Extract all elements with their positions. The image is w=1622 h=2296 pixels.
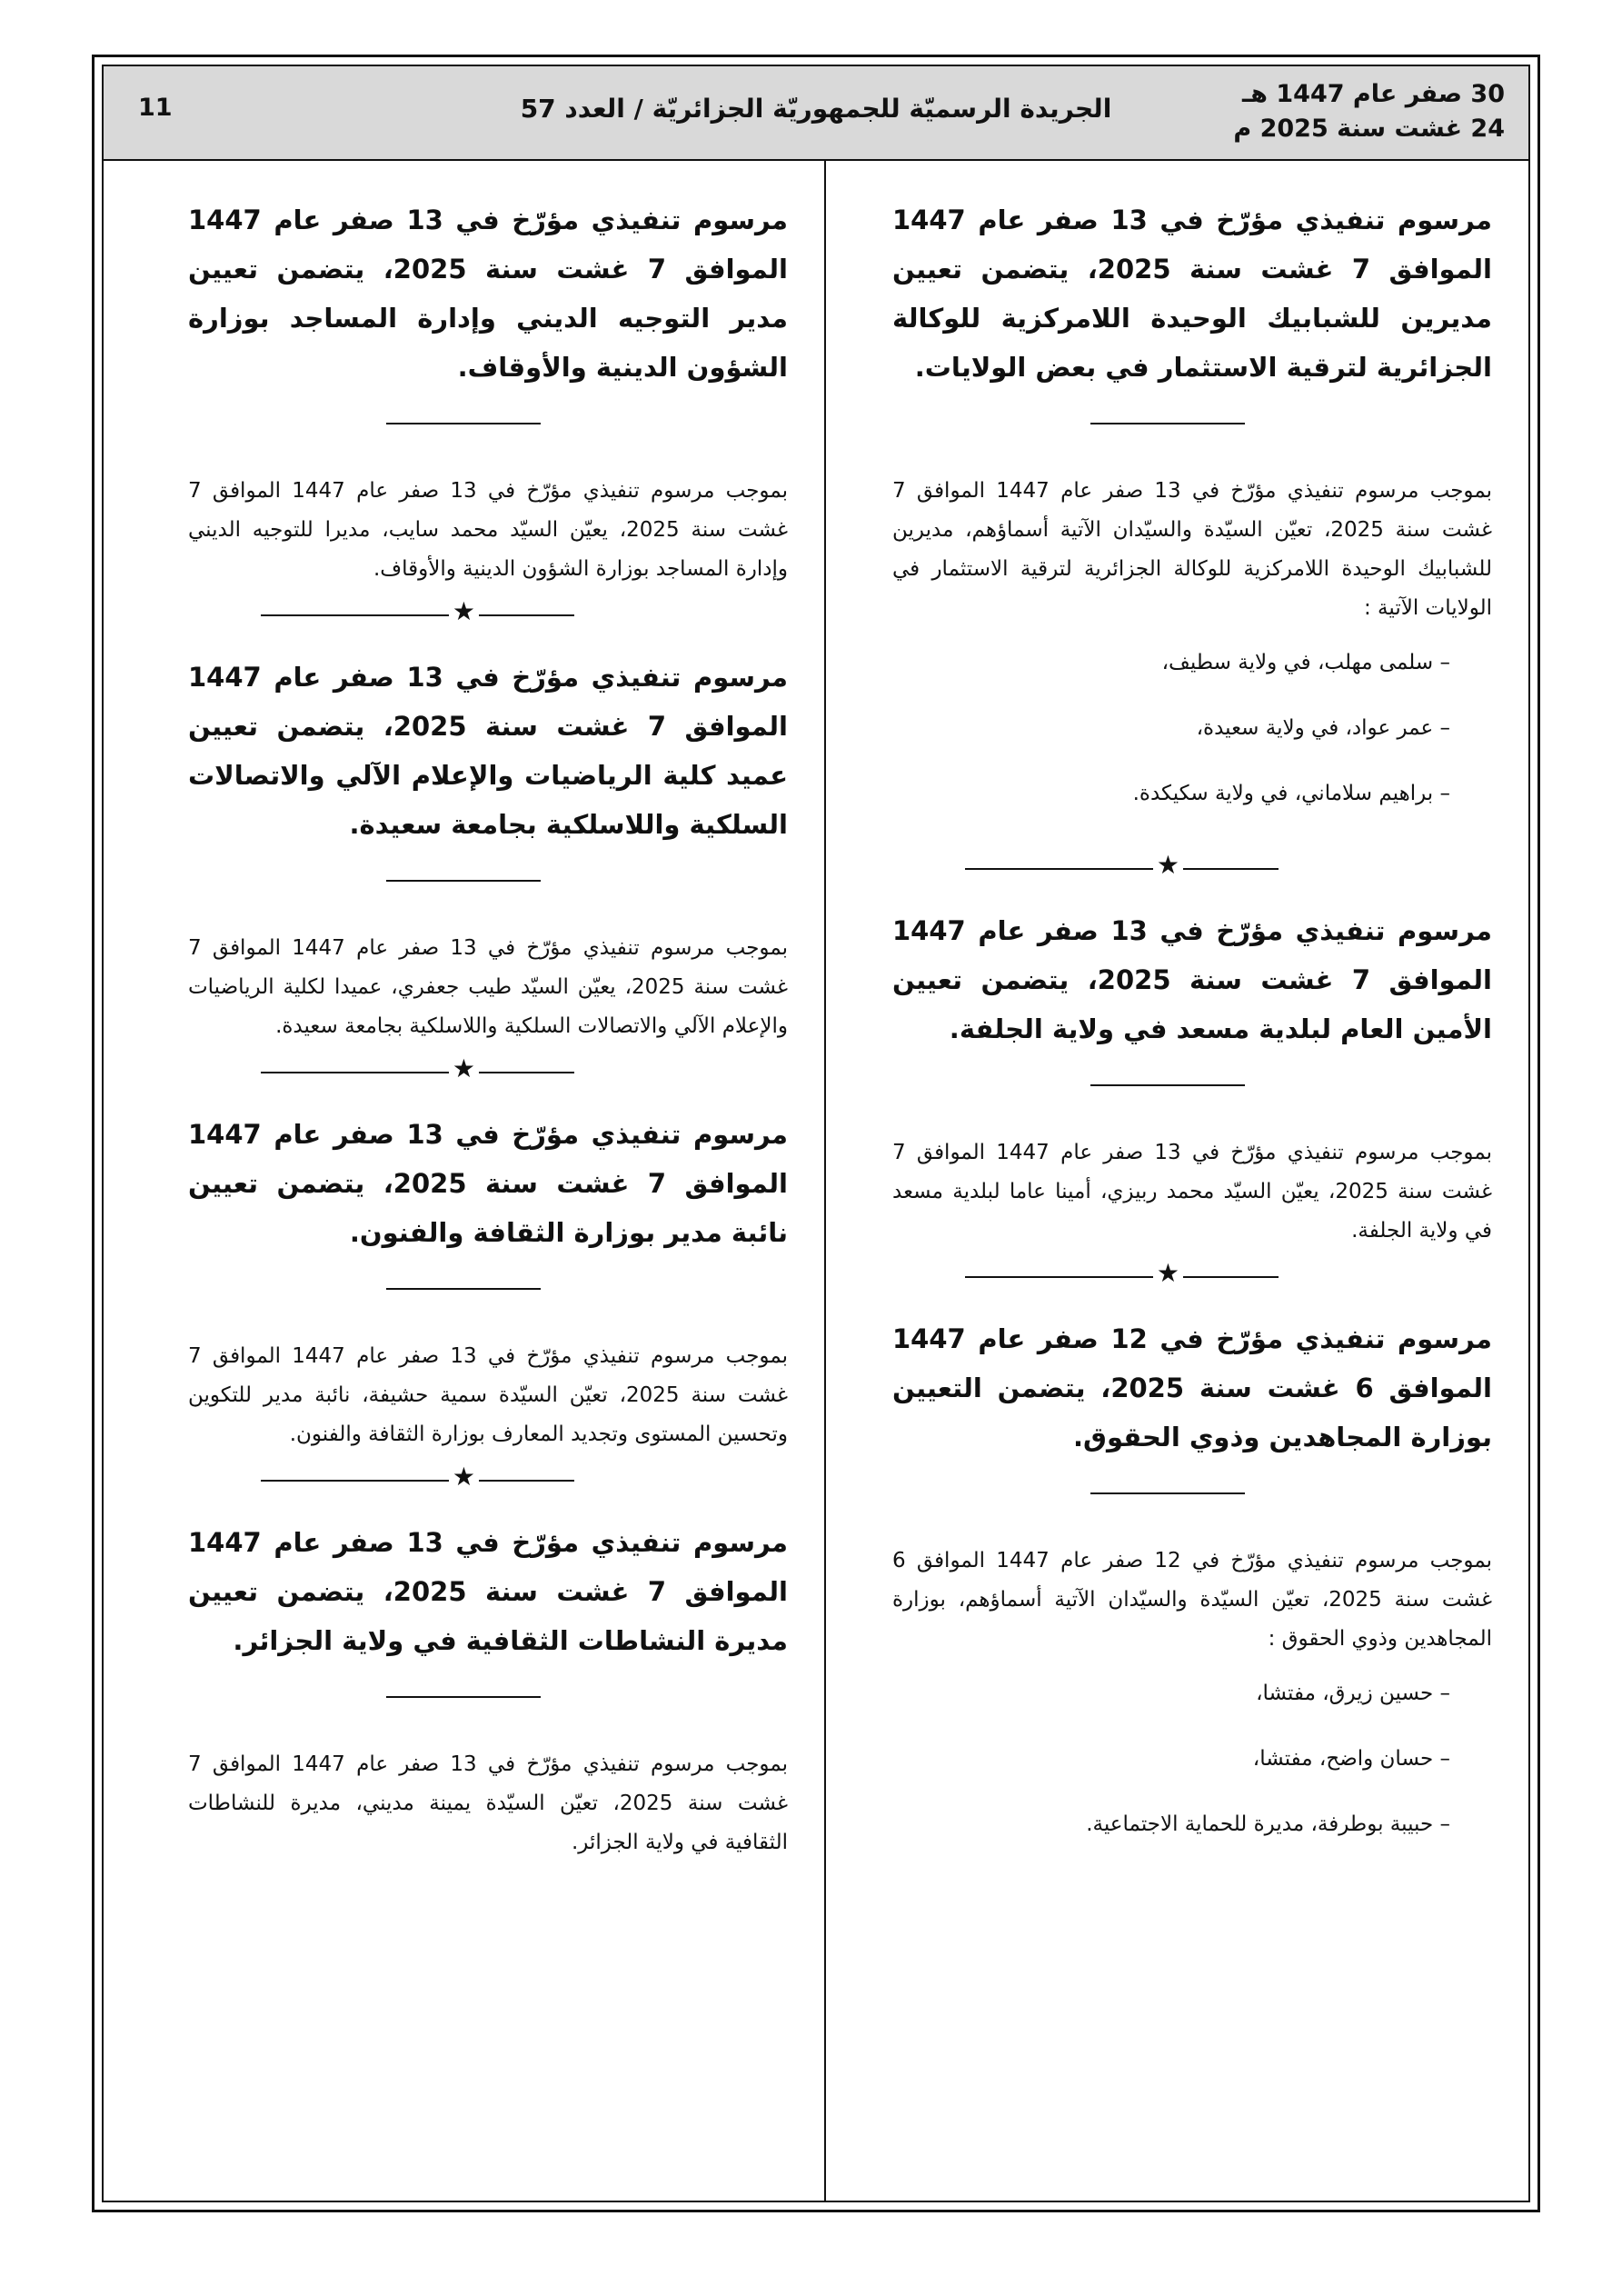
page-inner-frame <box>102 65 1530 2202</box>
list-item: – براهيم سلاماني، في ولاية سكيكدة. <box>1132 782 1450 805</box>
appointee-list <box>842 1677 1492 1841</box>
decree-cultural-activities <box>138 1518 788 1868</box>
title-divider <box>1090 423 1245 424</box>
star-separator <box>842 850 1492 883</box>
decree-regional-investment <box>842 161 1492 848</box>
star-separator <box>138 1053 788 1086</box>
gazette-header <box>104 66 1528 161</box>
header-title: الجريدة الرسميّة للجمهوريّة الجزائريّة / العدد 57 <box>520 94 1112 124</box>
decree-faculty-dean <box>138 653 788 1052</box>
decree-secretary-general <box>842 906 1492 1256</box>
decree-mujahideen <box>842 1314 1492 1879</box>
decree-title: مرسوم تنفيذي مؤرّخ في 13 صفر عام 1447 الموافق 7 غشت سنة 2025، يتضمن تعيين الأمين العام لبلدية مسعد في ولاية الجلفة. <box>892 915 1492 1044</box>
decree-body: بموجب مرسوم تنفيذي مؤرّخ في 13 صفر عام 1447 الموافق 7 غشت سنة 2025، يعيّن السيّد محمد ربيزي، أمينا عاما لبلدية مسعد في ولاية الجلفة. <box>892 1141 1493 1243</box>
decree-culture-deputy <box>138 1110 788 1460</box>
title-divider <box>386 1696 541 1698</box>
header-date-hijri: 30 صفر عام 1447 هـ <box>1242 80 1505 108</box>
title-divider <box>386 880 541 882</box>
decree-body: بموجب مرسوم تنفيذي مؤرّخ في 13 صفر عام 1447 الموافق 7 غشت سنة 2025، تعيّن السيّدة سمية حشيفة، نائبة مدير للتكوين وتحسين المستوى وتجديد المعارف بوزارة الثقافة والفنون. <box>188 1344 789 1446</box>
decree-title: مرسوم تنفيذي مؤرّخ في 13 صفر عام 1447 الموافق 7 غشت سنة 2025، يتضمن تعيين عميد كلية الرياضيات والإعلام الآلي والاتصالات السلكية واللاسلكية بجامعة سعيدة. <box>188 662 788 840</box>
list-item: – حسين زيرق، مفتشا، <box>1256 1682 1450 1705</box>
list-item: – سلمى مهلب، في ولاية سطيف، <box>1161 651 1450 674</box>
decree-body: بموجب مرسوم تنفيذي مؤرّخ في 13 صفر عام 1447 الموافق 7 غشت سنة 2025، تعيّن السيّدة والسيّدان الآتية أسماؤهم، مديرين للشبابيك الوحيدة اللامركزية للوكالة الجزائرية لترقية الاستثمار في الولايات الآتية : <box>892 479 1493 620</box>
decree-title: مرسوم تنفيذي مؤرّخ في 12 صفر عام 1447 الموافق 6 غشت سنة 2025، يتضمن التعيين بوزارة المجاهدين وذوي الحقوق. <box>892 1323 1492 1452</box>
appointee-list <box>842 646 1492 810</box>
star-icon: ★ <box>1153 852 1183 879</box>
decree-body: بموجب مرسوم تنفيذي مؤرّخ في 13 صفر عام 1447 الموافق 7 غشت سنة 2025، يعيّن السيّد طيب جعفري، عميدا لكلية الرياضيات والإعلام الآلي والاتصالات السلكية واللاسلكية بجامعة سعيدة. <box>188 936 789 1038</box>
decree-body: بموجب مرسوم تنفيذي مؤرّخ في 13 صفر عام 1447 الموافق 7 غشت سنة 2025، تعيّن السيّدة يمينة مديني، مديرة للنشاطات الثقافية في ولاية الجزائر. <box>188 1752 789 1854</box>
title-divider <box>1090 1084 1245 1086</box>
star-icon: ★ <box>449 1055 479 1083</box>
decree-body: بموجب مرسوم تنفيذي مؤرّخ في 12 صفر عام 1447 الموافق 6 غشت سنة 2025، تعيّن السيّدة والسيّدان الآتية أسماؤهم، بوزارة المجاهدين وذوي الحقوق : <box>892 1549 1493 1651</box>
page-number: 11 <box>138 94 173 122</box>
star-separator <box>138 1462 788 1494</box>
star-separator <box>842 1258 1492 1291</box>
list-item: – حسان واضح، مفتشا، <box>1252 1747 1450 1771</box>
title-divider <box>386 1288 541 1290</box>
header-date-gregorian: 24 غشت سنة 2025 م <box>1233 115 1505 143</box>
decree-body: بموجب مرسوم تنفيذي مؤرّخ في 13 صفر عام 1447 الموافق 7 غشت سنة 2025، يعيّن السيّد محمد سايب، مديرا للتوجيه الديني وإدارة المساجد بوزارة الشؤون الدينية والأوقاف. <box>188 479 789 581</box>
star-separator <box>138 596 788 629</box>
star-icon: ★ <box>1153 1260 1183 1287</box>
list-item: – عمر عواد، في ولاية سعيدة، <box>1196 716 1450 740</box>
decree-title: مرسوم تنفيذي مؤرّخ في 13 صفر عام 1447 الموافق 7 غشت سنة 2025، يتضمن تعيين مدير التوجيه الديني وإدارة المساجد بوزارة الشؤون الدينية والأوقاف. <box>188 205 788 383</box>
list-item: – حبيبة بوطرفة، مديرة للحماية الاجتماعية. <box>1086 1812 1450 1836</box>
page-frame <box>92 55 1540 2212</box>
title-divider <box>1090 1492 1245 1494</box>
column-divider <box>824 161 826 2201</box>
star-icon: ★ <box>449 1463 479 1491</box>
decree-title: مرسوم تنفيذي مؤرّخ في 13 صفر عام 1447 الموافق 7 غشت سنة 2025، يتضمن تعيين نائبة مدير بوزارة الثقافة والفنون. <box>188 1119 788 1248</box>
decree-title: مرسوم تنفيذي مؤرّخ في 13 صفر عام 1447 الموافق 7 غشت سنة 2025، يتضمن تعيين مديرين للشبابيك الوحيدة اللامركزية للوكالة الجزائرية لترقية الاستثمار في بعض الولايات. <box>892 205 1492 383</box>
title-divider <box>386 423 541 424</box>
right-column <box>842 161 1492 1879</box>
star-icon: ★ <box>449 598 479 625</box>
decree-religious-guidance <box>138 161 788 594</box>
left-column <box>138 161 788 1868</box>
decree-title: مرسوم تنفيذي مؤرّخ في 13 صفر عام 1447 الموافق 7 غشت سنة 2025، يتضمن تعيين مديرة النشاطات الثقافية في ولاية الجزائر. <box>188 1527 788 1656</box>
